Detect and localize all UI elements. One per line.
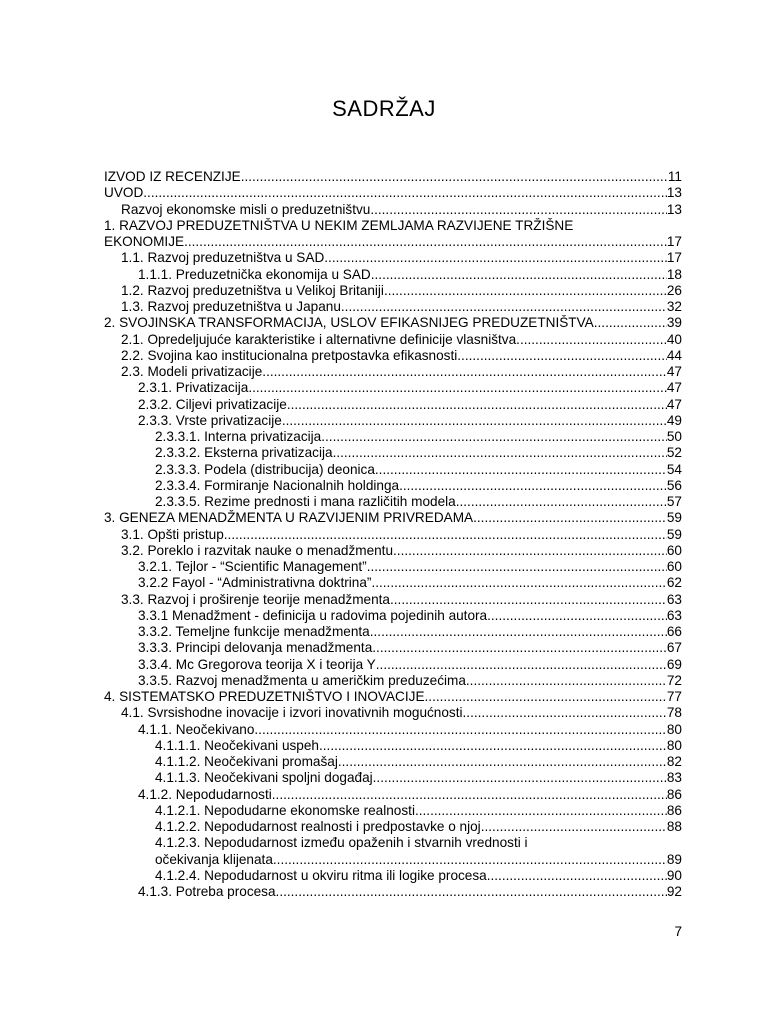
toc-entry-label: 4.1.2.1. Nepodudarne ekonomske realnosti: [155, 802, 415, 818]
toc-entry-label: 3.2.1. Tejlor - “Scientific Management”: [138, 559, 367, 574]
toc-leader-dots: [457, 348, 667, 364]
toc-leader-dots: [456, 494, 667, 510]
toc-entry: [104, 397, 682, 413]
toc-leader-dots: [319, 738, 667, 754]
toc-entry-page: 72: [666, 672, 682, 688]
toc-entry: [104, 202, 682, 218]
toc-entry-page: 60: [666, 559, 682, 574]
toc-leader-dots: [324, 250, 667, 266]
toc-leader-dots: [224, 527, 667, 543]
toc-entry-label: 4.1.1.3. Neočekivani spoljni događaj: [155, 770, 373, 786]
toc-entry: [104, 835, 682, 868]
toc-leader-dots: [273, 852, 667, 868]
toc-entry: [104, 185, 682, 201]
toc-entry-label: 4. SISTEMATSKO PREDUZETNIŠTVO I INOVACIJE: [104, 689, 425, 704]
toc-entry-page: 80: [666, 737, 682, 753]
toc-leader-dots: [399, 478, 667, 494]
toc-entry-page: 63: [666, 591, 682, 607]
toc-leader-dots: [516, 332, 667, 348]
toc-entry-label: 4.1.3. Potreba procesa: [138, 884, 276, 899]
toc-entry-label: očekivanja klijenata: [155, 851, 273, 867]
toc-leader-dots: [371, 575, 666, 591]
toc-entry: [104, 380, 682, 396]
toc-entry-label: 3.3.5. Razvoj menadžmenta u američkim preduzećima: [138, 672, 466, 688]
toc-entry-page: 83: [666, 770, 682, 786]
toc-entry: [104, 413, 682, 429]
toc-entry: [104, 608, 682, 624]
toc-leader-dots: [282, 413, 667, 429]
toc-entry: [104, 754, 682, 770]
toc-entry-page: 69: [666, 656, 682, 672]
toc-entry: [104, 803, 682, 819]
toc-leader-dots: [425, 689, 667, 705]
toc-entry-label: 2.3.3. Vrste privatizacije: [138, 412, 282, 428]
toc-leader-dots: [184, 234, 667, 250]
toc-entry-page: 59: [666, 510, 682, 526]
toc-entry: [104, 283, 682, 299]
toc-leader-dots: [371, 267, 667, 283]
toc-leader-dots: [370, 624, 667, 640]
toc-entry-label: 4.1.2.2. Nepodudarnost realnosti i predpostavke o njoj: [155, 819, 481, 834]
toc-entry-page: 52: [666, 445, 682, 461]
toc-entry: [104, 348, 682, 364]
toc-entry: [104, 624, 682, 640]
toc-entry-page: 57: [666, 494, 682, 509]
toc-entry: [104, 559, 682, 575]
toc-entry-label: 2.1. Opredeljujuće karakteristike i alternativne definicije vlasništva: [121, 331, 517, 347]
toc-leader-dots: [463, 705, 667, 721]
toc-leader-dots: [338, 754, 667, 770]
toc-entry-label: 3.3.4. Mc Gregorova teorija X i teorija Y: [138, 656, 376, 672]
page-number: 7: [674, 924, 682, 939]
toc-entry-page: 60: [666, 542, 682, 558]
toc-entry-page: 77: [666, 689, 682, 704]
toc-entry-page: 17: [666, 250, 682, 266]
toc-entry-label: 2.3.2. Ciljevi privatizacije: [138, 396, 287, 412]
toc-leader-dots: [370, 202, 667, 218]
toc-entry: [104, 332, 682, 348]
toc-entry-label: 2.3.3.1. Interna privatizacija: [155, 429, 322, 444]
toc-entry-page: 82: [666, 754, 682, 769]
toc-leader-dots: [248, 380, 667, 396]
toc-entry-page: 13: [666, 201, 682, 217]
toc-entry-label: 2.3.1. Privatizacija: [138, 380, 249, 396]
toc-entry: [104, 364, 682, 380]
toc-entry: [104, 494, 682, 510]
toc-entry-page: 89: [666, 851, 682, 867]
toc-entry-label: 4.1. Svrsishodne inovacije i izvori inovativnih mogućnosti: [121, 705, 463, 721]
toc-entry-page: 47: [666, 364, 682, 379]
toc-entry-page: 13: [666, 185, 682, 201]
toc-entry: [104, 299, 682, 315]
toc-entry-page: 39: [666, 315, 682, 331]
toc-leader-dots: [375, 462, 667, 478]
toc-leader-dots: [376, 657, 667, 673]
toc-entry-page: 17: [666, 234, 682, 249]
toc-leader-dots: [143, 185, 667, 201]
toc-entry-page: 88: [666, 819, 682, 834]
toc-leader-dots: [333, 445, 667, 461]
toc-entry-page: 78: [666, 705, 682, 721]
toc-entry: [104, 462, 682, 478]
toc-entry: [104, 445, 682, 461]
toc-entry: [104, 705, 682, 721]
toc-entry-label: UVOD: [104, 185, 144, 201]
toc-entry: [104, 689, 682, 705]
toc-entry-label: 1.1.1. Preduzetnička ekonomija u SAD: [138, 266, 371, 282]
toc-entry: [104, 868, 682, 884]
toc-entry: [104, 787, 682, 803]
toc-leader-dots: [254, 722, 666, 738]
toc-entry-label: 2.2. Svojina kao institucionalna pretpostavka efikasnosti: [121, 347, 458, 363]
toc-entry-page: 63: [666, 607, 682, 623]
toc-entry-page: 54: [666, 461, 682, 477]
toc-entry: [104, 527, 682, 543]
toc-leader-dots: [287, 397, 667, 413]
toc-leader-dots: [262, 364, 667, 380]
toc-entry-page: 92: [666, 884, 682, 899]
toc-entry-label-line1: 1. RAZVOJ PREDUZETNIŠTVA U NEKIM ZEMLJAMA RAZVIJENE TRŽIŠNE: [104, 217, 574, 233]
toc-entry: [104, 884, 682, 900]
toc-entry-page: 26: [666, 282, 682, 298]
toc-entry-label: 3.3.3. Principi delovanja menadžmenta: [138, 640, 373, 656]
toc-entry-label: 3.3.2. Temeljne funkcije menadžmenta: [138, 624, 370, 639]
toc-entry-label: 2.3.3.3. Podela (distribucija) deonica: [155, 461, 375, 477]
toc-entry-page: 11: [667, 169, 682, 184]
toc-entry-page: 44: [666, 347, 682, 363]
toc-entry-label: 2.3.3.2. Eksterna privatizacija: [155, 445, 333, 461]
toc-entry-label: IZVOD IZ RECENZIJE: [104, 169, 241, 184]
toc-entry-label: 1.3. Razvoj preduzetništva u Japanu: [121, 299, 341, 314]
toc-entry: [104, 429, 682, 445]
toc-leader-dots: [393, 543, 667, 559]
toc-leader-dots: [487, 868, 667, 884]
toc-leader-dots: [487, 608, 667, 624]
page-title: SADRŽAJ: [332, 96, 436, 121]
toc-entry-page: 62: [666, 575, 682, 591]
toc-entry: [104, 819, 682, 835]
toc-entry: [104, 250, 682, 266]
toc-entry-label: 3.1. Opšti pristup: [121, 526, 224, 542]
toc-entry: [104, 218, 682, 251]
toc-entry-label: 3.3.1 Menadžment - definicija u radovima pojedinih autora: [138, 607, 488, 623]
toc-entry-page: 40: [666, 331, 682, 347]
toc-entry: [104, 722, 682, 738]
toc-entry-label: 2.3.3.4. Formiranje Nacionalnih holdinga: [155, 477, 400, 493]
toc-entry: [104, 738, 682, 754]
toc-leader-dots: [415, 803, 667, 819]
toc-entry-label: 2.3.3.5. Rezime prednosti i mana različitih modela: [155, 494, 456, 509]
toc-entry: [104, 657, 682, 673]
toc-entry: [104, 592, 682, 608]
toc-entry-page: 86: [666, 802, 682, 818]
toc-entry-page: 67: [666, 640, 682, 656]
toc-entry-page: 56: [666, 477, 682, 493]
toc-leader-dots: [594, 315, 667, 331]
toc-entry-label: 4.1.1.2. Neočekivani promašaj: [155, 754, 338, 769]
toc-entry-label: 3. GENEZA MENADŽMENTA U RAZVIJENIM PRIVREDAMA: [104, 510, 474, 526]
toc-leader-dots: [367, 559, 667, 575]
toc-entry-page: 86: [666, 786, 682, 802]
toc-leader-dots: [481, 819, 667, 835]
toc-leader-dots: [390, 592, 667, 608]
toc-entry: [104, 770, 682, 786]
toc-entry-label: 3.2. Poreklo i razvitak nauke o menadžmentu: [121, 542, 394, 558]
toc-entry-label: 3.2.2 Fayol - “Administrativna doktrina”: [138, 575, 372, 591]
toc-entry: [104, 673, 682, 689]
toc-entry-page: 90: [666, 867, 682, 883]
toc-entry-page: 18: [666, 266, 682, 282]
toc-entry-page: 47: [666, 396, 682, 412]
toc-entry: [104, 510, 682, 526]
toc-leader-dots: [466, 673, 667, 689]
toc-entry-page: 49: [666, 412, 682, 428]
toc-entry: [104, 315, 682, 331]
toc-entry-label: EKONOMIJE: [104, 234, 185, 249]
toc-entry-label: 4.1.2. Nepodudarnosti: [138, 786, 272, 802]
table-of-contents: [104, 169, 682, 900]
toc-entry: [104, 267, 682, 283]
toc-leader-dots: [241, 169, 668, 185]
toc-entry-label: 3.3. Razvoj i proširenje teorije menadžmenta: [121, 591, 390, 607]
toc-entry-label: 4.1.2.4. Nepodudarnost u okviru ritma ili logike procesa: [155, 867, 487, 883]
toc-entry-label-line1: 4.1.2.3. Nepodudarnost između opaženih i stvarnih vrednosti i: [155, 835, 528, 851]
toc-entry-page: 47: [666, 380, 682, 396]
toc-entry-label: 1.2. Razvoj preduzetništva u Velikoj Britaniji: [121, 282, 384, 298]
toc-entry: [104, 478, 682, 494]
toc-leader-dots: [384, 283, 667, 299]
toc-entry-label: 4.1.1. Neočekivano: [138, 721, 255, 737]
toc-entry: [104, 575, 682, 591]
toc-entry-page: 32: [666, 299, 682, 314]
toc-entry-label: 2. SVOJINSKA TRANSFORMACIJA, USLOV EFIKASNIJEG PREDUZETNIŠTVA: [104, 315, 594, 331]
toc-leader-dots: [473, 510, 667, 526]
toc-leader-dots: [321, 429, 667, 445]
toc-leader-dots: [372, 640, 667, 656]
toc-entry-page: 80: [666, 721, 682, 737]
toc-entry-label: 2.3. Modeli privatizacije: [121, 364, 263, 379]
toc-entry-page: 50: [666, 429, 682, 444]
toc-entry-page: 66: [666, 624, 682, 639]
toc-entry: [104, 640, 682, 656]
toc-entry: [104, 169, 682, 185]
toc-entry-label: 1.1. Razvoj preduzetništva u SAD: [121, 250, 325, 266]
toc-entry-page: 59: [666, 526, 682, 542]
toc-entry-label: Razvoj ekonomske misli o preduzetništvu: [121, 201, 371, 217]
toc-leader-dots: [276, 884, 667, 900]
toc-leader-dots: [272, 787, 667, 803]
toc-entry: [104, 543, 682, 559]
toc-leader-dots: [373, 770, 667, 786]
toc-entry-label: 4.1.1.1. Neočekivani uspeh: [155, 737, 319, 753]
toc-leader-dots: [341, 299, 667, 315]
